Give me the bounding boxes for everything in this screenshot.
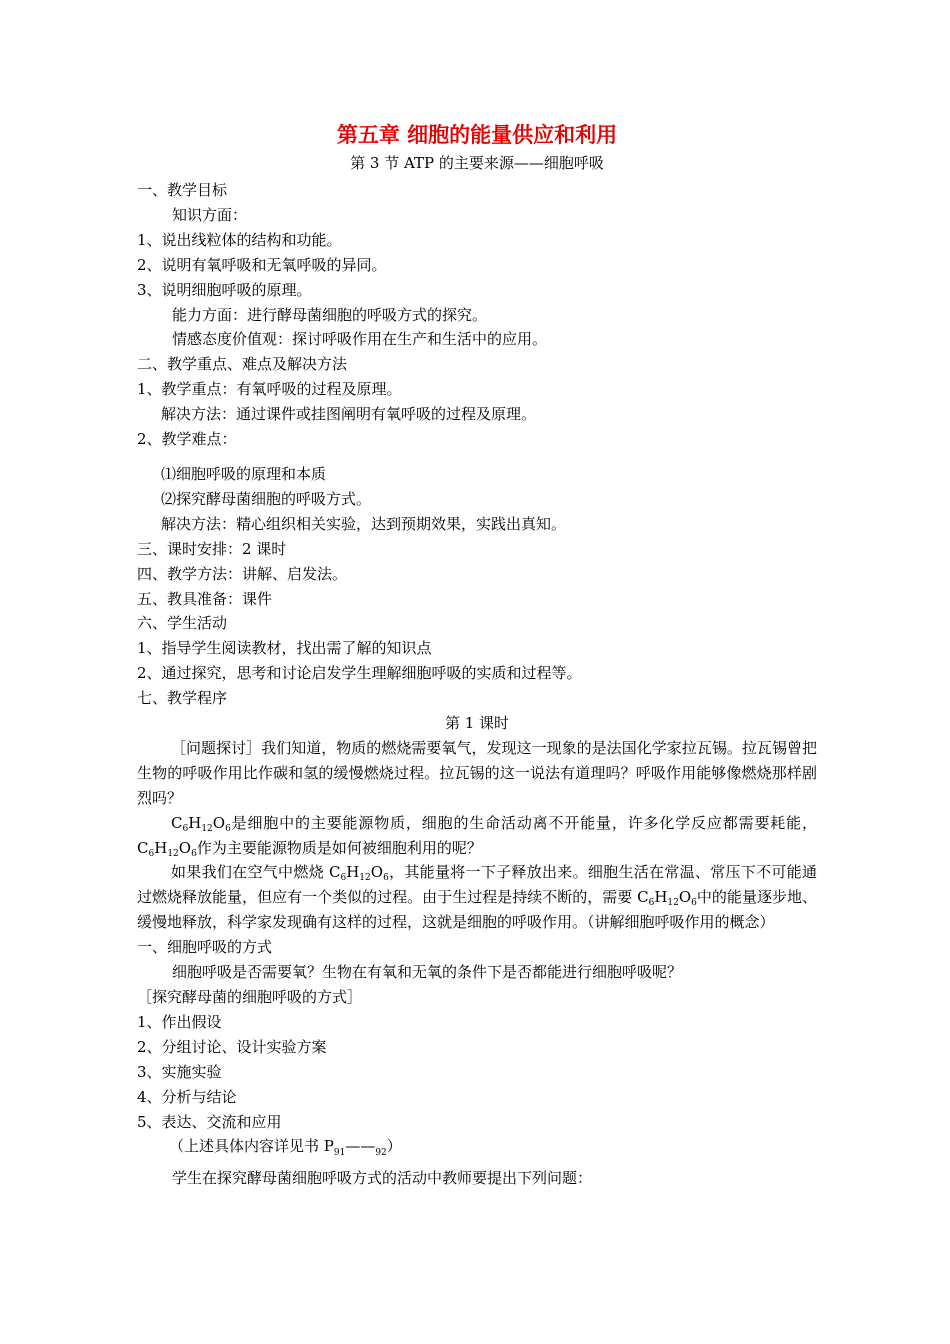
methods-block: [137, 462, 817, 736]
text-line: 一、教学目标: [137, 181, 228, 199]
formula-glucose: $C_6H_{12}O_6$: [637, 888, 697, 909]
section-subtitle: 第 3 节 ATP 的主要来源——细胞呼吸: [350, 154, 604, 172]
text-line: 解决方法：通过课件或挂图阐明有氧呼吸的过程及原理。: [161, 405, 537, 424]
formula-glucose: $C_6H_{12}O_6$: [171, 813, 231, 834]
text-line: 五、教具准备：课件: [137, 589, 273, 608]
formula-glucose: $C_6H_{12}O_6$: [328, 863, 389, 884]
objectives-block: [137, 178, 817, 452]
text-line: 三、课时安排：2 课时: [137, 539, 287, 558]
text-line: 能力方面：进行酵母菌细胞的呼吸方式的探究。: [172, 305, 488, 324]
respiration-block: [137, 935, 817, 1134]
text-line: 4、分析与结论: [137, 1087, 237, 1106]
spacer: [137, 452, 817, 462]
text-line: ⑴细胞呼吸的原理和本质: [161, 464, 327, 483]
formula-glucose: $C_6H_{12}O_6$: [137, 838, 197, 859]
document-page: [137, 118, 817, 1191]
text-line: 细胞呼吸是否需要氧？生物在有氧和无氧的条件下是否都能进行细胞呼吸呢？: [172, 963, 683, 982]
text-line: 1、作出假设: [137, 1012, 222, 1031]
text-line: 一、细胞呼吸的方式: [137, 938, 273, 957]
text-line: 二、教学重点、难点及解决方法: [137, 355, 348, 374]
text-line: 1、说出线粒体的结构和功能。: [137, 230, 342, 249]
text-line: 5、表达、交流和应用: [137, 1112, 282, 1131]
text-line: 四、教学方法：讲解、启发法。: [137, 564, 348, 583]
text-line: 1、指导学生阅读教材，找出需了解的知识点: [137, 639, 432, 658]
text-line: 七、教学程序: [137, 689, 228, 708]
text-line: ⑵探究酵母菌细胞的呼吸方式。: [161, 489, 372, 508]
paragraph-glucose: $C_6H_{12}O_6$是细胞中的主要能源物质，细胞的生命活动离不开能量，许多化学反应都需要耗能，$C_6H_{12}O_6$作为主要能源物质是如何被细胞利用的呢？: [137, 813, 817, 859]
text-line: 2、通过探究，思考和讨论启发学生理解细胞呼吸的实质和过程等。: [137, 664, 582, 683]
text-line: 3、实施实验: [137, 1062, 222, 1081]
paragraph-problem: ［问题探讨］我们知道，物质的燃烧需要氧气，发现这一现象的是法国化学家拉瓦锡。拉瓦锡曾把生物的呼吸作用比作碳和氢的缓慢燃烧过程。拉瓦锡的这一说法有道理吗？呼吸作用能够像燃烧那样剧烈吗？: [137, 738, 817, 807]
text-line: 解决方法：精心组织相关实验，达到预期效果，实践出真知。: [161, 514, 567, 533]
text-line: 2、分组讨论、设计实验方案: [137, 1037, 327, 1056]
text-line: ［探究酵母菌的细胞呼吸的方式］: [137, 988, 363, 1006]
text-line: 2、说明有氧呼吸和无氧呼吸的异同。: [137, 255, 387, 274]
text-line: 知识方面：: [172, 205, 248, 224]
closing-line: 学生在探究酵母菌细胞呼吸方式的活动中教师要提出下列问题：: [172, 1169, 593, 1188]
chapter-title: 第五章 细胞的能量供应和利用: [336, 122, 618, 147]
paragraph-combustion: 如果我们在空气中燃烧 $C_6H_{12}O_6$，其能量将一下子释放出来。细胞生活在常温、常压下不可能通过燃烧释放能量，但应有一个类似的过程。由于生过程是持续不断的，需要 $C_6H_{12}O_6$中的能量逐步地、缓慢地释放，科学家发现确有这样的过程，这就是细胞的呼吸作用。（讲解细胞呼吸作用的概念）: [137, 863, 817, 932]
text-line: 六、学生活动: [137, 614, 228, 633]
text-line: 1、教学重点：有氧呼吸的过程及原理。: [137, 380, 402, 399]
reference-note: （上述具体内容详见书 $P_{91}——_{92}$）: [169, 1137, 402, 1159]
text-line: 2、教学难点：: [137, 430, 237, 449]
text-line: 情感态度价值观：探讨呼吸作用在生产和生活中的应用。: [172, 330, 548, 349]
text-line: 3、说明细胞呼吸的原理。: [137, 280, 312, 299]
text-line: 第 1 课时: [444, 714, 510, 733]
